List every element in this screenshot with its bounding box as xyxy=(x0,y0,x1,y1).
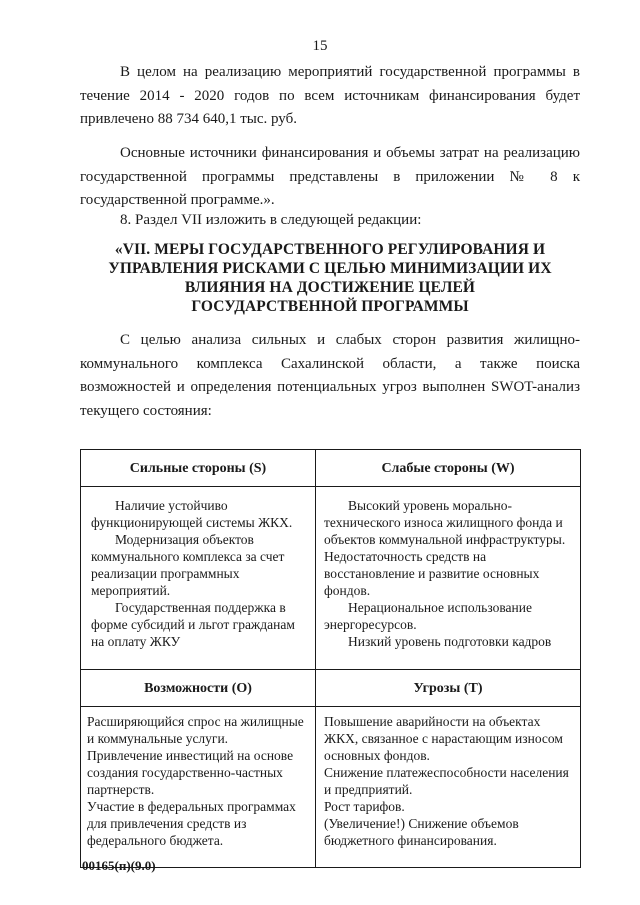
paragraph-section-edit xyxy=(80,209,580,233)
swot-header-row xyxy=(81,670,581,707)
weaknesses-cell xyxy=(316,487,581,670)
swot-table xyxy=(80,449,581,868)
threats-cell xyxy=(316,707,581,868)
opportunity-item: Расширяющийся спрос на жилищные и коммунальные услуги. xyxy=(87,714,304,746)
weakness-item: Нерациональное использование энергоресурсов. xyxy=(324,600,532,632)
opportunity-item: Участие в федеральных программах для привлечения средств из федерального бюджета. xyxy=(87,799,296,848)
page-number: 15 xyxy=(312,38,328,54)
strength-item: Наличие устойчиво функционирующей системы ЖКХ. xyxy=(91,498,293,530)
paragraph-text: Основные источники финансирования и объемы затрат на реализацию государственной программы представлены в приложении № 8 к государственной программе.». xyxy=(80,145,580,208)
threats-header: Угрозы (Т) xyxy=(316,670,581,707)
weakness-item: Высокий уровень морально-технического износа жилищного фонда и объектов коммунальной инфраструктуры. Недостаточность средств на восстановление и развитие основных фондов. xyxy=(324,498,566,598)
threat-item: Снижение платежеспособности населения и предприятий. xyxy=(324,765,569,797)
paragraph-swot-intro xyxy=(80,329,580,423)
strength-item: Модернизация объектов коммунального комплекса за счет реализации программных мероприятий. xyxy=(91,532,285,598)
weaknesses-header: Слабые стороны (W) xyxy=(316,450,581,487)
strengths-cell xyxy=(81,487,316,670)
swot-row xyxy=(81,707,581,868)
opportunities-header: Возможности (О) xyxy=(81,670,316,707)
threat-item: Повышение аварийности на объектах ЖКХ, связанное с нарастающим износом основных фондов. xyxy=(324,714,563,763)
opportunities-cell xyxy=(81,707,316,868)
threat-item: Рост тарифов. xyxy=(324,799,405,814)
paragraph-financing-sources xyxy=(80,142,580,213)
document-code: 00165(п)(9.0) xyxy=(82,858,156,873)
swot-row xyxy=(81,487,581,670)
strengths-header: Сильные стороны (S) xyxy=(81,450,316,487)
section-heading: «VII. МЕРЫ ГОСУДАРСТВЕННОГО РЕГУЛИРОВАНИЯ И УПРАВЛЕНИЯ РИСКАМИ С ЦЕЛЬЮ МИНИМИЗАЦИИ ИХ ВЛИЯНИЯ НА ДОСТИЖЕНИЕ ЦЕЛЕЙ ГОСУДАРСТВЕННОЙ ПРОГРАММЫ xyxy=(108,241,552,315)
threat-item: (Увеличение!) Снижение объемов бюджетного финансирования. xyxy=(324,816,519,848)
weakness-item: Низкий уровень подготовки кадров xyxy=(348,634,552,649)
paragraph-text: 8. Раздел VII изложить в следующей редакции: xyxy=(120,212,422,228)
swot-header-row xyxy=(81,450,581,487)
paragraph-financing-total xyxy=(80,61,580,132)
paragraph-text: С целью анализа сильных и слабых сторон развития жилищно-коммунального комплекса Сахалинской области, а также поиска возможностей и определения потенциальных угроз выполнен SWOT-анализ текущего состояния: xyxy=(80,332,580,419)
paragraph-text: В целом на реализацию мероприятий государственной программы в течение 2014 - 2020 годов по всем источникам финансирования будет привлечено 88 734 640,1 тыс. руб. xyxy=(80,64,580,127)
strength-item: Государственная поддержка в форме субсидий и льгот гражданам на оплату ЖКУ xyxy=(91,600,295,649)
opportunity-item: Привлечение инвестиций на основе создания государственно-частных партнерств. xyxy=(87,748,294,797)
